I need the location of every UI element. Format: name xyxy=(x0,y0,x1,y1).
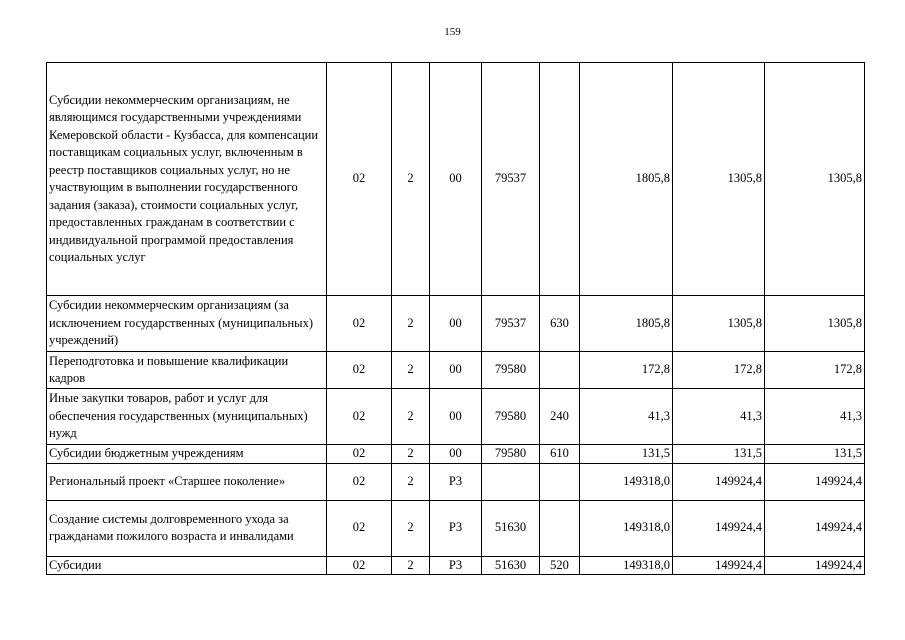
row-name: Субсидии бюджетным учреждениям xyxy=(47,445,327,464)
cell-value-year3: 149924,4 xyxy=(765,500,865,556)
cell-value-year2: 149924,4 xyxy=(673,463,765,500)
cell-direction-code: 79580 xyxy=(482,352,540,389)
cell-value-year1: 149318,0 xyxy=(580,463,673,500)
table-row xyxy=(47,296,865,352)
cell-value-year3: 41,3 xyxy=(765,389,865,445)
cell-value-year1: 131,5 xyxy=(580,445,673,464)
table-row xyxy=(47,556,865,575)
cell-value-year2: 149924,4 xyxy=(673,500,765,556)
cell-subprogram-code: 00 xyxy=(430,352,482,389)
cell-program-code: 2 xyxy=(392,463,430,500)
cell-direction-code: 79537 xyxy=(482,296,540,352)
row-name: Субсидии некоммерческим организациям (за исключением государственных (муниципальных) учреждений) xyxy=(47,296,327,352)
budget-table xyxy=(46,62,865,575)
cell-value-year3: 1305,8 xyxy=(765,296,865,352)
cell-value-year2: 149924,4 xyxy=(673,556,765,575)
cell-value-year1: 1805,8 xyxy=(580,63,673,296)
cell-value-year3: 149924,4 xyxy=(765,556,865,575)
cell-value-year1: 1805,8 xyxy=(580,296,673,352)
cell-section: 02 xyxy=(327,389,392,445)
cell-program-code: 2 xyxy=(392,556,430,575)
page-number: 159 xyxy=(444,26,461,38)
cell-expense-type xyxy=(540,500,580,556)
cell-section: 02 xyxy=(327,296,392,352)
cell-program-code: 2 xyxy=(392,389,430,445)
row-name: Региональный проект «Старшее поколение» xyxy=(47,463,327,500)
cell-section: 02 xyxy=(327,463,392,500)
cell-value-year1: 149318,0 xyxy=(580,556,673,575)
cell-expense-type: 630 xyxy=(540,296,580,352)
row-name: Переподготовка и повышение квалификации кадров xyxy=(47,352,327,389)
cell-value-year1: 149318,0 xyxy=(580,500,673,556)
cell-expense-type xyxy=(540,63,580,296)
cell-value-year1: 41,3 xyxy=(580,389,673,445)
cell-subprogram-code: 00 xyxy=(430,296,482,352)
cell-program-code: 2 xyxy=(392,445,430,464)
row-name: Субсидии некоммерческим организациям, не являющимся государственными учреждениями Кемеровской области - Кузбасса, для компенсации поставщикам социальных услуг, включенным в реестр поставщиков социальных услуг, но не участвующим в выполнении государственного задания (заказа), стоимости социальных услуг, предоставленных гражданам в соответствии с индивидуальной программой предоставления социальных услуг xyxy=(47,63,327,296)
cell-direction-code: 79580 xyxy=(482,445,540,464)
table-row xyxy=(47,63,865,296)
cell-program-code: 2 xyxy=(392,63,430,296)
cell-value-year3: 172,8 xyxy=(765,352,865,389)
table-row xyxy=(47,352,865,389)
cell-value-year2: 172,8 xyxy=(673,352,765,389)
cell-direction-code: 79580 xyxy=(482,389,540,445)
row-name: Субсидии xyxy=(47,556,327,575)
cell-section: 02 xyxy=(327,63,392,296)
cell-expense-type: 610 xyxy=(540,445,580,464)
cell-expense-type: 240 xyxy=(540,389,580,445)
cell-value-year2: 131,5 xyxy=(673,445,765,464)
cell-subprogram-code: 00 xyxy=(430,63,482,296)
row-name: Создание системы долговременного ухода за гражданами пожилого возраста и инвалидами xyxy=(47,500,327,556)
table-row xyxy=(47,445,865,464)
cell-expense-type xyxy=(540,352,580,389)
table-row xyxy=(47,389,865,445)
table-row xyxy=(47,500,865,556)
cell-expense-type: 520 xyxy=(540,556,580,575)
cell-section: 02 xyxy=(327,445,392,464)
cell-subprogram-code: P3 xyxy=(430,556,482,575)
cell-direction-code xyxy=(482,463,540,500)
cell-program-code: 2 xyxy=(392,352,430,389)
cell-subprogram-code: 00 xyxy=(430,445,482,464)
cell-program-code: 2 xyxy=(392,296,430,352)
cell-subprogram-code: P3 xyxy=(430,463,482,500)
cell-value-year2: 1305,8 xyxy=(673,63,765,296)
cell-program-code: 2 xyxy=(392,500,430,556)
cell-subprogram-code: 00 xyxy=(430,389,482,445)
cell-value-year3: 1305,8 xyxy=(765,63,865,296)
cell-value-year2: 41,3 xyxy=(673,389,765,445)
cell-value-year1: 172,8 xyxy=(580,352,673,389)
cell-value-year3: 131,5 xyxy=(765,445,865,464)
cell-subprogram-code: P3 xyxy=(430,500,482,556)
cell-section: 02 xyxy=(327,500,392,556)
cell-direction-code: 51630 xyxy=(482,556,540,575)
cell-direction-code: 51630 xyxy=(482,500,540,556)
cell-direction-code: 79537 xyxy=(482,63,540,296)
cell-section: 02 xyxy=(327,556,392,575)
table-row xyxy=(47,463,865,500)
cell-value-year2: 1305,8 xyxy=(673,296,765,352)
cell-expense-type xyxy=(540,463,580,500)
row-name: Иные закупки товаров, работ и услуг для обеспечения государственных (муниципальных) нужд xyxy=(47,389,327,445)
budget-table-body xyxy=(47,63,865,575)
cell-section: 02 xyxy=(327,352,392,389)
cell-value-year3: 149924,4 xyxy=(765,463,865,500)
